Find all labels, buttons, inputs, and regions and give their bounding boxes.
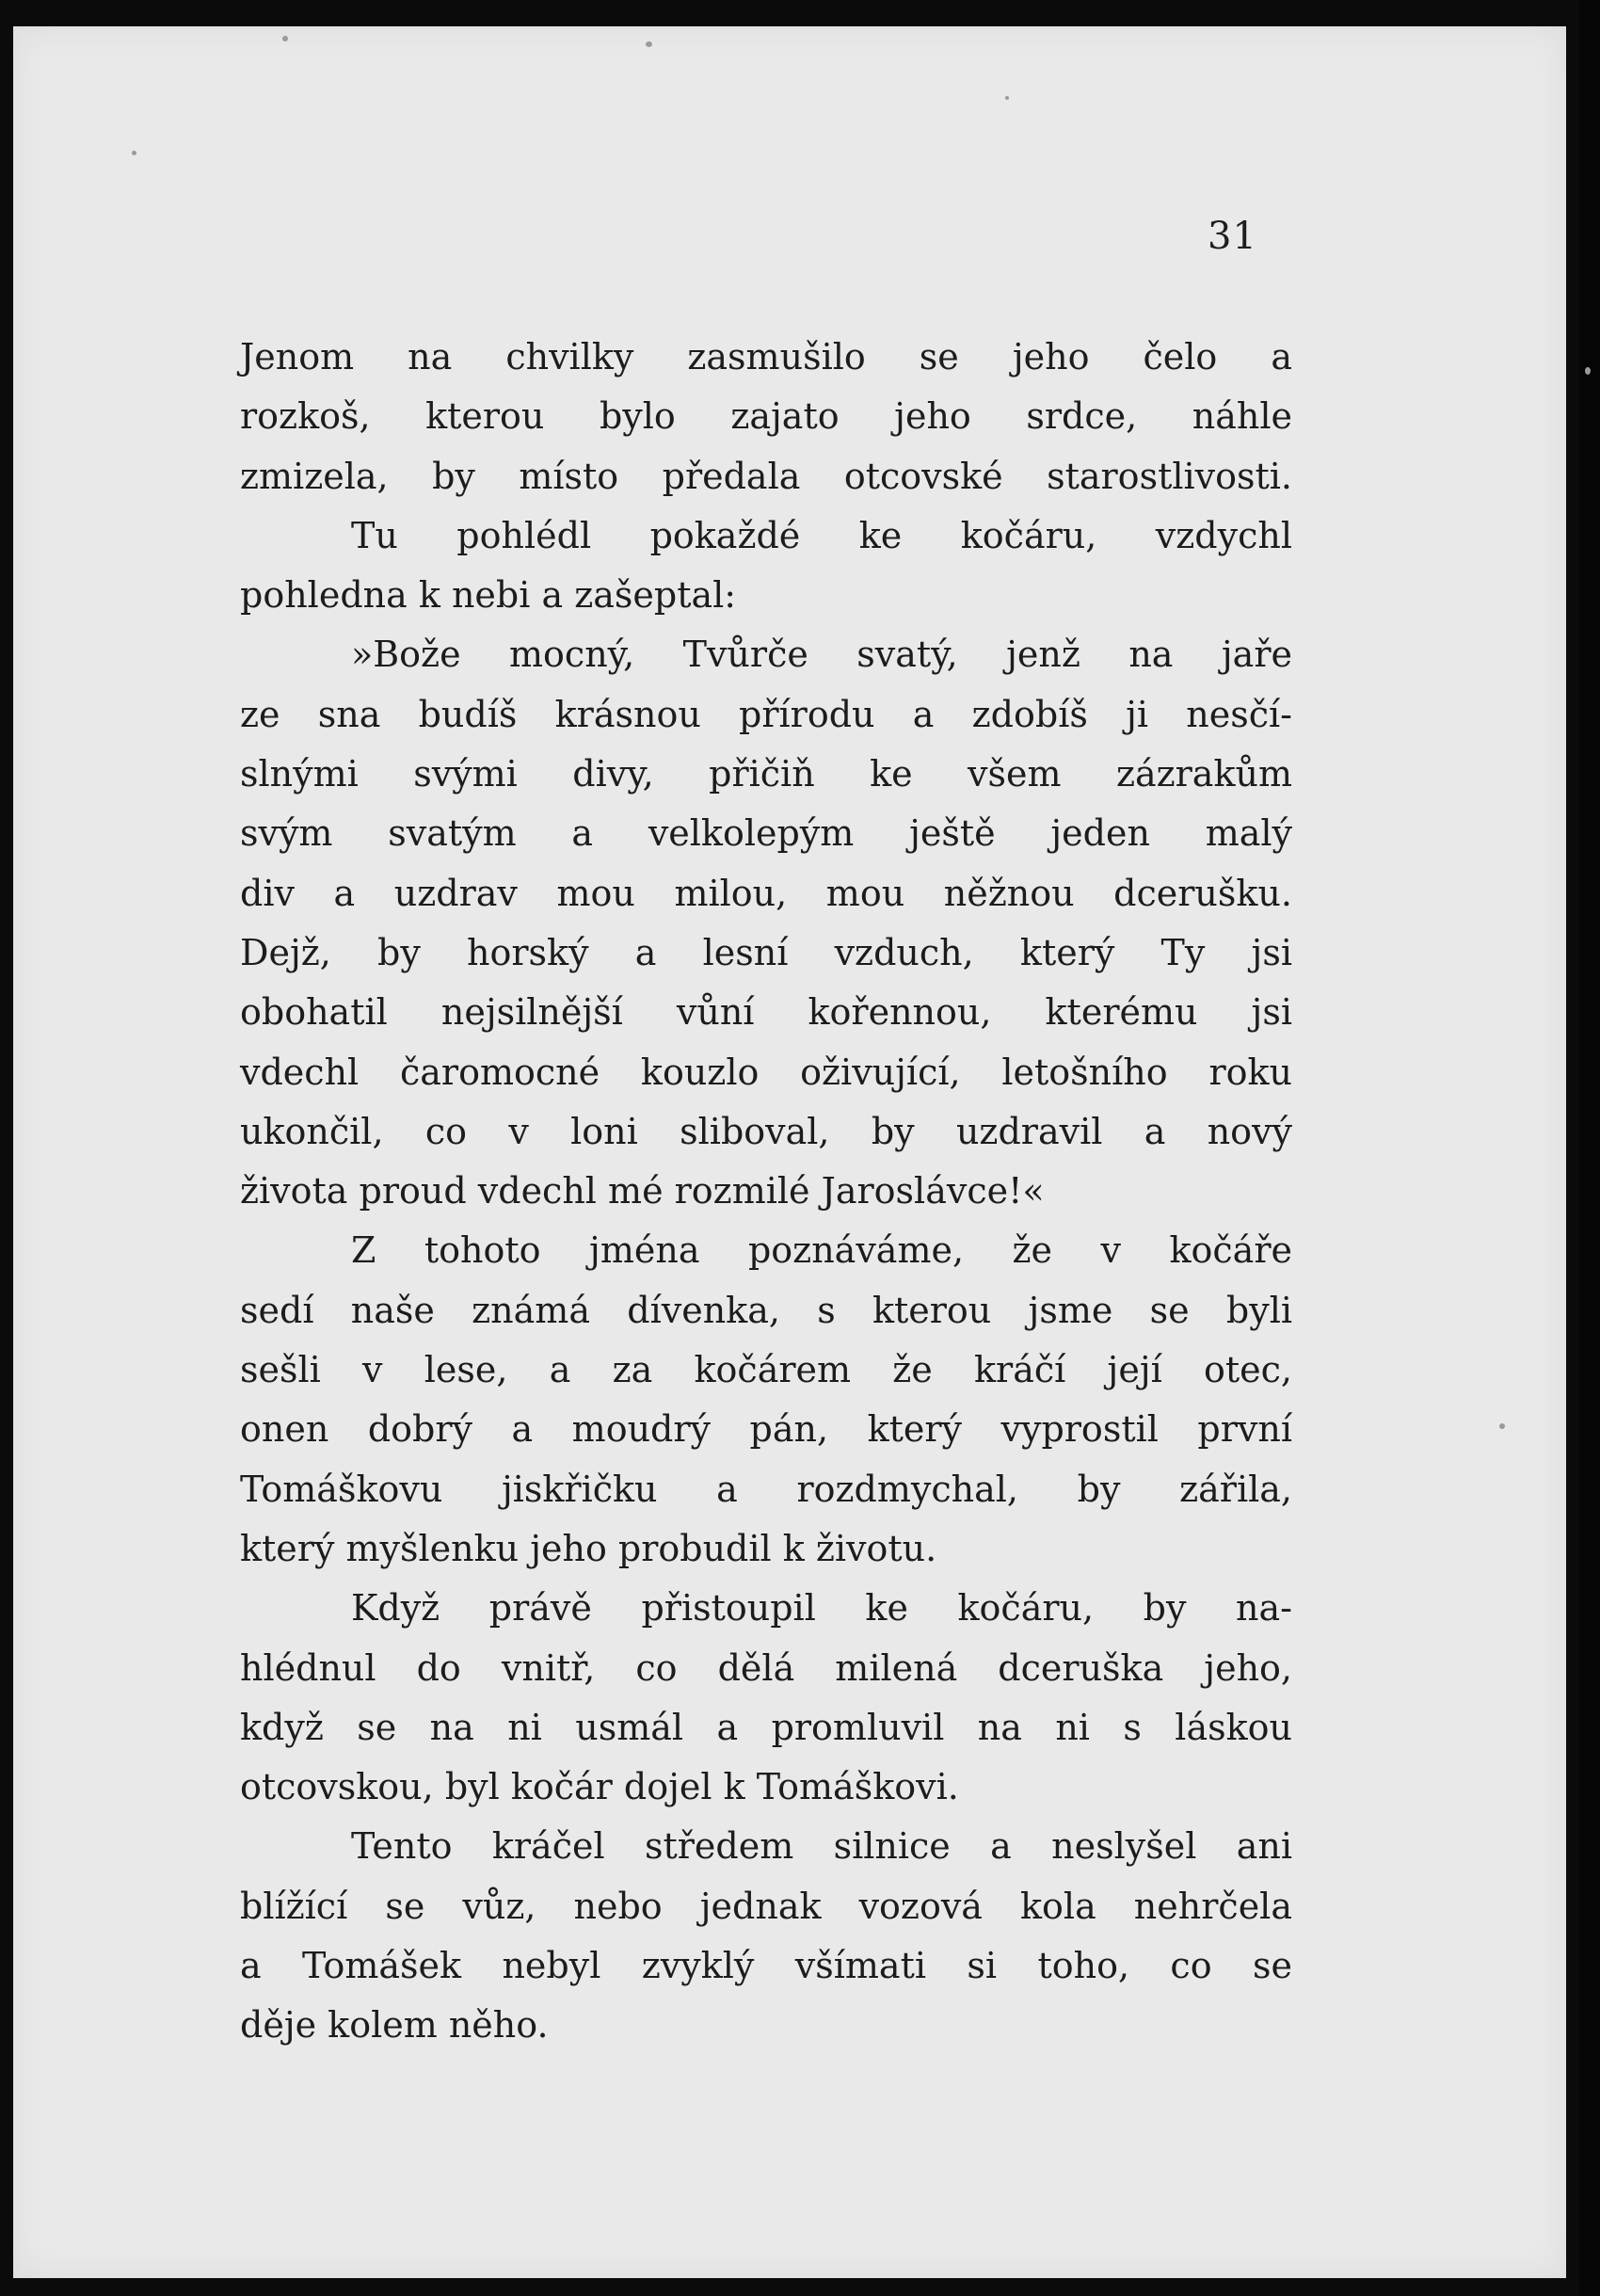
text-line: když se na ni usmál a promluvil na ni s láskou	[240, 1706, 1292, 1748]
text-line: Tento kráčel středem silnice a neslyšel ani	[351, 1825, 1292, 1868]
text-line: Tu pohlédl pokaždé ke kočáru, vzdychl	[351, 514, 1292, 556]
text-line: otcovskou, byl kočár dojel k Tomáškovi.	[240, 1766, 959, 1808]
text-line: Jenom na chvilky zasmušilo se jeho čelo a	[240, 336, 1292, 377]
text-line: ze sna budíš krásnou přírodu a zdobíš ji nesčí-	[240, 693, 1292, 735]
text-line: onen dobrý a moudrý pán, který vyprostil první	[240, 1408, 1292, 1451]
dust-speck	[282, 36, 288, 41]
text-line: Tomáškovu jiskřičku a rozdmychal, by zářila,	[240, 1468, 1292, 1510]
dust-speck	[646, 41, 652, 47]
text-line: který myšlenku jeho probudil k životu.	[240, 1527, 937, 1569]
text-line: div a uzdrav mou milou, mou něžnou dcerušku.	[240, 872, 1292, 914]
text-line: slnými svými divy, přičiň ke všem zázrakům	[240, 753, 1292, 795]
text-line: a Tomášek nebyl zvyklý všímati si toho, co se	[240, 1945, 1292, 1987]
text-line: Z tohoto jména poznáváme, že v kočáře	[351, 1229, 1292, 1272]
text-line: sedí naše známá dívenka, s kterou jsme se byli	[240, 1289, 1292, 1331]
text-line: vdechl čaromocné kouzlo oživující, letošního roku	[240, 1051, 1292, 1093]
text-line: života proud vdechl mé rozmilé Jaroslávce!«	[240, 1170, 1045, 1212]
scan-border	[1579, 0, 1600, 2296]
text-line: sešli v lese, a za kočárem že kráčí její otec,	[240, 1349, 1292, 1391]
dust-speck	[132, 151, 136, 155]
text-line: »Bože mocný, Tvůrče svatý, jenž na jaře	[351, 634, 1292, 676]
text-line: ukončil, co v loni sliboval, by uzdravil a nový	[240, 1110, 1292, 1152]
text-line: svým svatým a velkolepým ještě jeden malý	[240, 812, 1292, 855]
text-line: obohatil nejsilnější vůní kořennou, kterému jsi	[240, 991, 1292, 1034]
text-line: rozkoš, kterou bylo zajato jeho srdce, náhle	[240, 395, 1292, 438]
dust-speck	[1585, 367, 1591, 375]
text-line: Dejž, by horský a lesní vzduch, který Ty jsi	[240, 931, 1292, 973]
page-number: 31	[1208, 215, 1257, 258]
text-line: Když právě přistoupil ke kočáru, by na-	[351, 1587, 1292, 1630]
body-text	[240, 328, 1292, 2056]
text-line: hlédnul do vnitř, co dělá milená dceruška jeho,	[240, 1646, 1292, 1689]
text-line: blížící se vůz, nebo jednak vozová kola nehrčela	[240, 1885, 1292, 1927]
text-line: zmizela, by místo předala otcovské starostlivosti.	[240, 455, 1292, 497]
text-line: děje kolem něho.	[240, 2004, 549, 2047]
text-line: pohledna k nebi a zašeptal:	[240, 574, 737, 617]
dust-speck	[1005, 96, 1009, 100]
dust-speck	[1499, 1423, 1505, 1429]
